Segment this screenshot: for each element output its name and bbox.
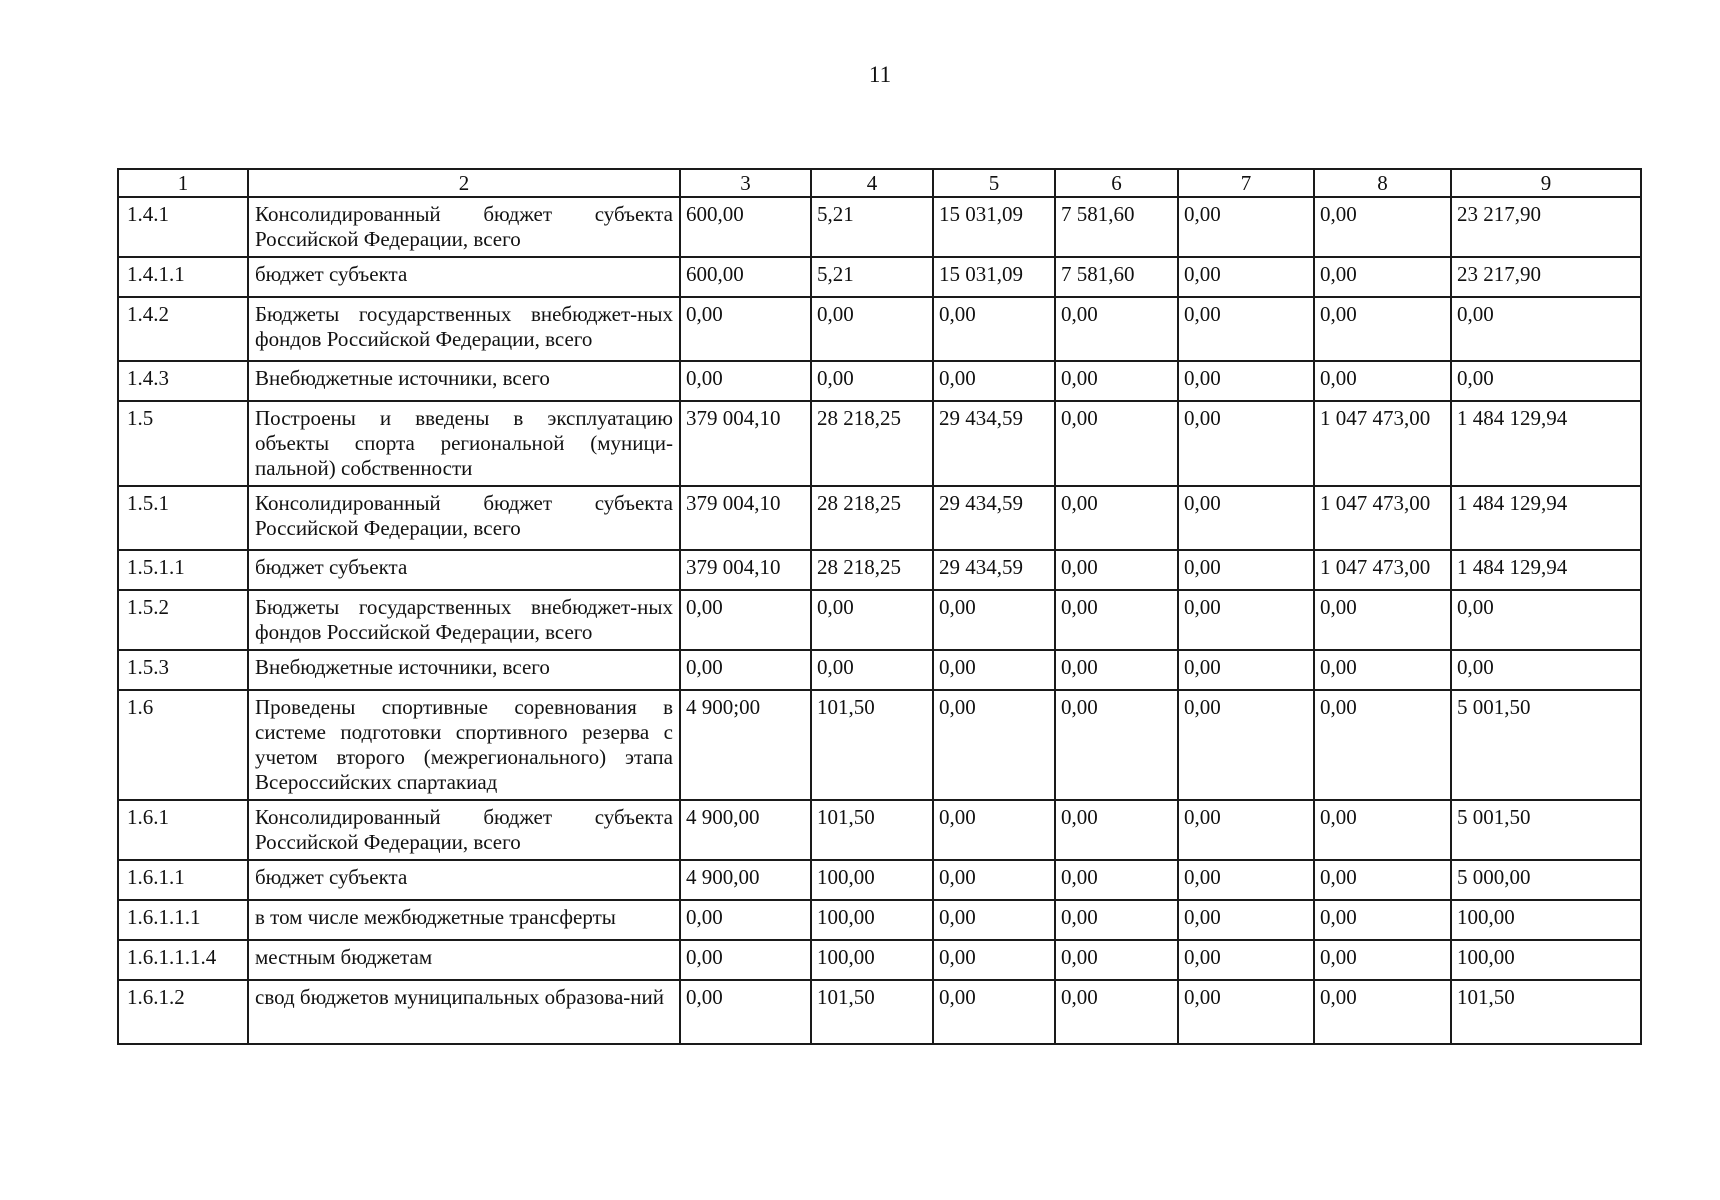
row-name: Внебюджетные источники, всего [248,361,680,401]
row-name: Проведены спортивные соревнования в системе подготовки спортивного резерва с учетом второго (межрегионального) этапа Всероссийских спартакиад [248,690,680,800]
row-value-col4: 101,50 [811,690,933,800]
row-value-col6: 0,00 [1055,940,1178,980]
row-value-col5: 0,00 [933,650,1055,690]
row-value-col6: 0,00 [1055,550,1178,590]
table-row [118,860,1641,900]
table-header-row [118,169,1641,197]
row-value-col4: 28 218,25 [811,401,933,486]
row-value-col7: 0,00 [1178,860,1314,900]
table-row [118,550,1641,590]
row-value-col7: 0,00 [1178,486,1314,550]
row-value-col3: 379 004,10 [680,401,811,486]
row-code: 1.5.2 [118,590,248,650]
row-value-col6: 0,00 [1055,361,1178,401]
row-value-col9: 0,00 [1451,297,1641,361]
row-value-col6: 0,00 [1055,800,1178,860]
row-value-col8: 0,00 [1314,860,1451,900]
row-value-col7: 0,00 [1178,297,1314,361]
row-code: 1.6.1.1.1.4 [118,940,248,980]
row-value-col5: 0,00 [933,900,1055,940]
row-value-col6: 0,00 [1055,590,1178,650]
row-value-col9: 1 484 129,94 [1451,550,1641,590]
row-value-col7: 0,00 [1178,361,1314,401]
column-header: 8 [1314,169,1451,197]
row-value-col5: 0,00 [933,800,1055,860]
row-code: 1.6.1.1 [118,860,248,900]
row-value-col3: 4 900;00 [680,690,811,800]
row-value-col9: 100,00 [1451,900,1641,940]
row-value-col7: 0,00 [1178,940,1314,980]
row-value-col9: 5 001,50 [1451,800,1641,860]
column-header: 7 [1178,169,1314,197]
row-name: Бюджеты государственных внебюджет-ных фондов Российской Федерации, всего [248,590,680,650]
row-value-col5: 29 434,59 [933,550,1055,590]
row-value-col9: 23 217,90 [1451,257,1641,297]
row-value-col3: 379 004,10 [680,550,811,590]
table-body [118,197,1641,1044]
row-code: 1.5.3 [118,650,248,690]
row-value-col9: 1 484 129,94 [1451,486,1641,550]
row-value-col6: 0,00 [1055,297,1178,361]
row-value-col9: 101,50 [1451,980,1641,1044]
row-value-col7: 0,00 [1178,650,1314,690]
row-value-col7: 0,00 [1178,690,1314,800]
row-value-col7: 0,00 [1178,257,1314,297]
row-value-col5: 0,00 [933,690,1055,800]
row-code: 1.6.1.2 [118,980,248,1044]
table-row [118,401,1641,486]
row-value-col5: 0,00 [933,297,1055,361]
row-value-col7: 0,00 [1178,590,1314,650]
row-value-col7: 0,00 [1178,800,1314,860]
row-value-col6: 0,00 [1055,690,1178,800]
row-value-col8: 0,00 [1314,940,1451,980]
row-value-col6: 0,00 [1055,486,1178,550]
row-value-col7: 0,00 [1178,197,1314,257]
row-name: бюджет субъекта [248,860,680,900]
row-name: бюджет субъекта [248,257,680,297]
row-value-col4: 28 218,25 [811,550,933,590]
row-value-col3: 379 004,10 [680,486,811,550]
row-value-col8: 0,00 [1314,650,1451,690]
row-code: 1.4.1.1 [118,257,248,297]
column-header: 6 [1055,169,1178,197]
row-value-col9: 0,00 [1451,361,1641,401]
row-value-col3: 0,00 [680,361,811,401]
row-code: 1.5.1.1 [118,550,248,590]
row-value-col8: 0,00 [1314,297,1451,361]
row-code: 1.4.2 [118,297,248,361]
row-value-col6: 0,00 [1055,650,1178,690]
row-value-col5: 0,00 [933,361,1055,401]
row-name: бюджет субъекта [248,550,680,590]
row-name: в том числе межбюджетные трансферты [248,900,680,940]
row-value-col5: 0,00 [933,980,1055,1044]
row-value-col9: 5 000,00 [1451,860,1641,900]
row-value-col4: 0,00 [811,297,933,361]
row-value-col4: 100,00 [811,860,933,900]
table-row [118,257,1641,297]
row-code: 1.6.1 [118,800,248,860]
row-value-col8: 0,00 [1314,197,1451,257]
row-value-col5: 0,00 [933,940,1055,980]
row-name: Построены и введены в эксплуатацию объекты спорта региональной (муници-пальной) собственности [248,401,680,486]
row-value-col3: 600,00 [680,257,811,297]
row-code: 1.6.1.1.1 [118,900,248,940]
row-value-col4: 0,00 [811,361,933,401]
row-name: свод бюджетов муниципальных образова-ний [248,980,680,1044]
row-value-col8: 0,00 [1314,800,1451,860]
row-value-col3: 0,00 [680,980,811,1044]
row-code: 1.4.1 [118,197,248,257]
row-value-col3: 0,00 [680,590,811,650]
table-row [118,940,1641,980]
row-value-col9: 5 001,50 [1451,690,1641,800]
table-row [118,900,1641,940]
row-value-col8: 0,00 [1314,980,1451,1044]
row-value-col9: 0,00 [1451,650,1641,690]
row-value-col6: 7 581,60 [1055,197,1178,257]
table-row [118,361,1641,401]
row-name: Консолидированный бюджет субъекта Российской Федерации, всего [248,486,680,550]
row-value-col5: 29 434,59 [933,486,1055,550]
table-row [118,197,1641,257]
table-row [118,486,1641,550]
row-value-col5: 0,00 [933,590,1055,650]
row-value-col3: 4 900,00 [680,800,811,860]
row-value-col7: 0,00 [1178,900,1314,940]
page-number: 11 [868,62,892,87]
table-row [118,690,1641,800]
row-value-col8: 1 047 473,00 [1314,550,1451,590]
row-value-col4: 5,21 [811,197,933,257]
row-value-col8: 1 047 473,00 [1314,401,1451,486]
column-header: 9 [1451,169,1641,197]
row-value-col7: 0,00 [1178,401,1314,486]
budget-table [117,168,1642,1045]
column-header: 2 [248,169,680,197]
row-value-col4: 101,50 [811,800,933,860]
row-value-col4: 0,00 [811,590,933,650]
row-value-col5: 0,00 [933,860,1055,900]
row-value-col3: 0,00 [680,297,811,361]
row-value-col4: 0,00 [811,650,933,690]
row-value-col8: 1 047 473,00 [1314,486,1451,550]
row-value-col6: 0,00 [1055,860,1178,900]
row-code: 1.5 [118,401,248,486]
table-row [118,650,1641,690]
row-value-col7: 0,00 [1178,980,1314,1044]
row-code: 1.4.3 [118,361,248,401]
row-name: Бюджеты государственных внебюджет-ных фондов Российской Федерации, всего [248,297,680,361]
row-value-col8: 0,00 [1314,590,1451,650]
row-value-col5: 29 434,59 [933,401,1055,486]
row-value-col5: 15 031,09 [933,257,1055,297]
column-header: 4 [811,169,933,197]
row-name: Внебюджетные источники, всего [248,650,680,690]
row-value-col8: 0,00 [1314,690,1451,800]
row-code: 1.6 [118,690,248,800]
row-value-col4: 28 218,25 [811,486,933,550]
column-header: 5 [933,169,1055,197]
row-value-col9: 1 484 129,94 [1451,401,1641,486]
row-value-col4: 101,50 [811,980,933,1044]
row-value-col3: 600,00 [680,197,811,257]
row-value-col6: 0,00 [1055,900,1178,940]
table-row [118,980,1641,1044]
row-value-col9: 0,00 [1451,590,1641,650]
table-row [118,590,1641,650]
row-value-col6: 0,00 [1055,401,1178,486]
row-name: Консолидированный бюджет субъекта Российской Федерации, всего [248,197,680,257]
row-value-col3: 4 900,00 [680,860,811,900]
row-value-col9: 100,00 [1451,940,1641,980]
row-value-col8: 0,00 [1314,361,1451,401]
row-value-col6: 0,00 [1055,980,1178,1044]
row-value-col9: 23 217,90 [1451,197,1641,257]
row-value-col8: 0,00 [1314,257,1451,297]
row-value-col5: 15 031,09 [933,197,1055,257]
table-row [118,800,1641,860]
row-value-col7: 0,00 [1178,550,1314,590]
row-name: Консолидированный бюджет субъекта Российской Федерации, всего [248,800,680,860]
table-row [118,297,1641,361]
column-header: 3 [680,169,811,197]
row-value-col4: 5,21 [811,257,933,297]
row-code: 1.5.1 [118,486,248,550]
row-value-col3: 0,00 [680,940,811,980]
row-value-col4: 100,00 [811,940,933,980]
row-name: местным бюджетам [248,940,680,980]
column-header: 1 [118,169,248,197]
row-value-col4: 100,00 [811,900,933,940]
row-value-col8: 0,00 [1314,900,1451,940]
row-value-col3: 0,00 [680,650,811,690]
row-value-col3: 0,00 [680,900,811,940]
row-value-col6: 7 581,60 [1055,257,1178,297]
